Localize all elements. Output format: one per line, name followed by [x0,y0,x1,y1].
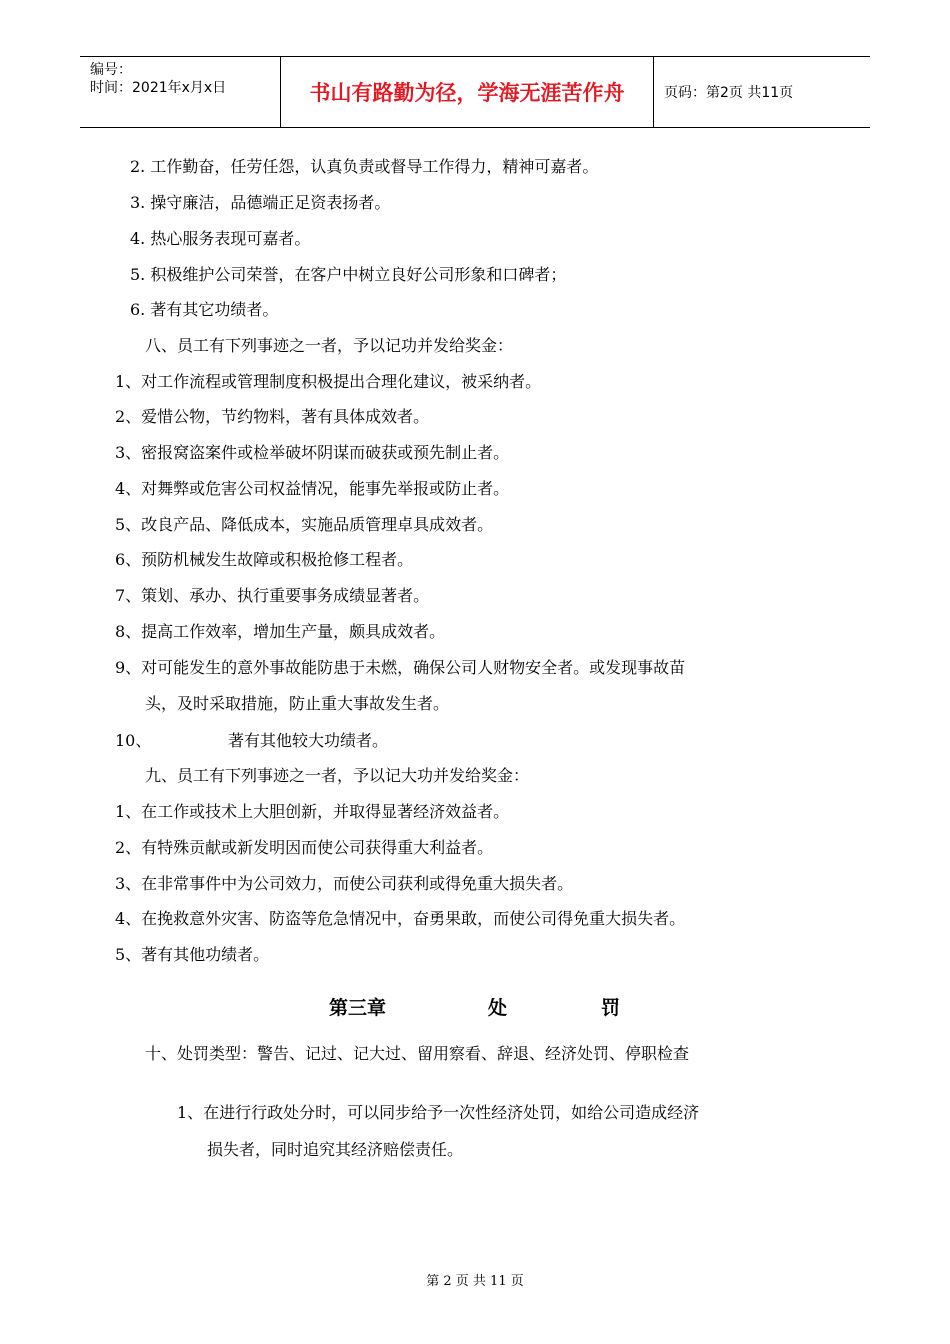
body-line: 4. 热心服务表现可嘉者。 [130,229,311,248]
body-line: 1、在进行行政处分时，可以同步给予一次性经济处罚，如给公司造成经济 [177,1103,700,1122]
section-heading: 九、员工有下列事迹之一者，予以记大功并发给奖金： [145,766,530,785]
serial-number-label: 编号： [90,62,132,78]
date-label: 时间：2021年x月x日 [90,80,227,96]
chapter-word-1: 处 [488,997,508,1019]
chapter-word-2: 罚 [601,997,621,1019]
header-motto: 书山有路勤为径，学海无涯苦作舟 [281,57,654,127]
body-line: 6、预防机械发生故障或积极抢修工程者。 [115,550,414,569]
body-line: 6. 著有其它功绩者。 [130,300,279,319]
header-left-cell [80,57,281,127]
body-line: 2、有特殊贡献或新发明因而使公司获得重大利益者。 [115,838,494,857]
body-line: 2、爱惜公物，节约物料，著有具体成效者。 [115,407,430,426]
body-line: 5、著有其他功绩者。 [115,945,270,964]
body-line: 2. 工作勤奋，任劳任怨，认真负责或督导工作得力，精神可嘉者。 [130,157,599,176]
header-page-info: 页码：第2页 共11页 [664,85,794,101]
body-line: 10、 [115,731,152,750]
section-heading: 十、处罚类型：警告、记过、记大过、留用察看、辞退、经济处罚、停职检查 [145,1044,690,1063]
body-line: 4、对舞弊或危害公司权益情况，能事先举报或防止者。 [115,479,510,498]
body-line: 9、对可能发生的意外事故能防患于未燃，确保公司人财物安全者。或发现事故苗 [115,658,686,677]
body-line: 5. 积极维护公司荣誉，在客户中树立良好公司形象和口碑者； [130,265,567,284]
body-line: 7、策划、承办、执行重要事务成绩显著者。 [115,586,430,605]
section-heading: 八、员工有下列事迹之一者，予以记功并发给奖金： [145,336,514,355]
body-line: 1、在工作或技术上大胆创新，并取得显著经济效益者。 [115,802,510,821]
body-line: 头，及时采取措施，防止重大事故发生者。 [145,694,450,713]
chapter-number: 第三章 [329,997,387,1019]
body-line: 3、在非常事件中为公司效力，而使公司获利或得免重大损失者。 [115,874,574,893]
body-line: 3. 操守廉洁，品德端正足资表扬者。 [130,193,391,212]
body-line: 8、提高工作效率，增加生产量，颇具成效者。 [115,622,446,641]
body-line: 1、对工作流程或管理制度积极提出合理化建议，被采纳者。 [115,372,542,391]
page-footer: 第 2 页 共 11 页 [426,1274,524,1289]
body-line: 损失者，同时追究其经济赔偿责任。 [207,1140,464,1159]
document-header [80,56,870,128]
body-line: 4、在挽救意外灾害、防盗等危急情况中，奋勇果敢，而使公司得免重大损失者。 [115,909,686,928]
body-line: 著有其他较大功绩者。 [228,731,389,750]
body-line: 5、改良产品、降低成本，实施品质管理卓具成效者。 [115,515,494,534]
body-line: 3、密报窝盗案件或检举破坏阴谋而破获或预先制止者。 [115,443,510,462]
